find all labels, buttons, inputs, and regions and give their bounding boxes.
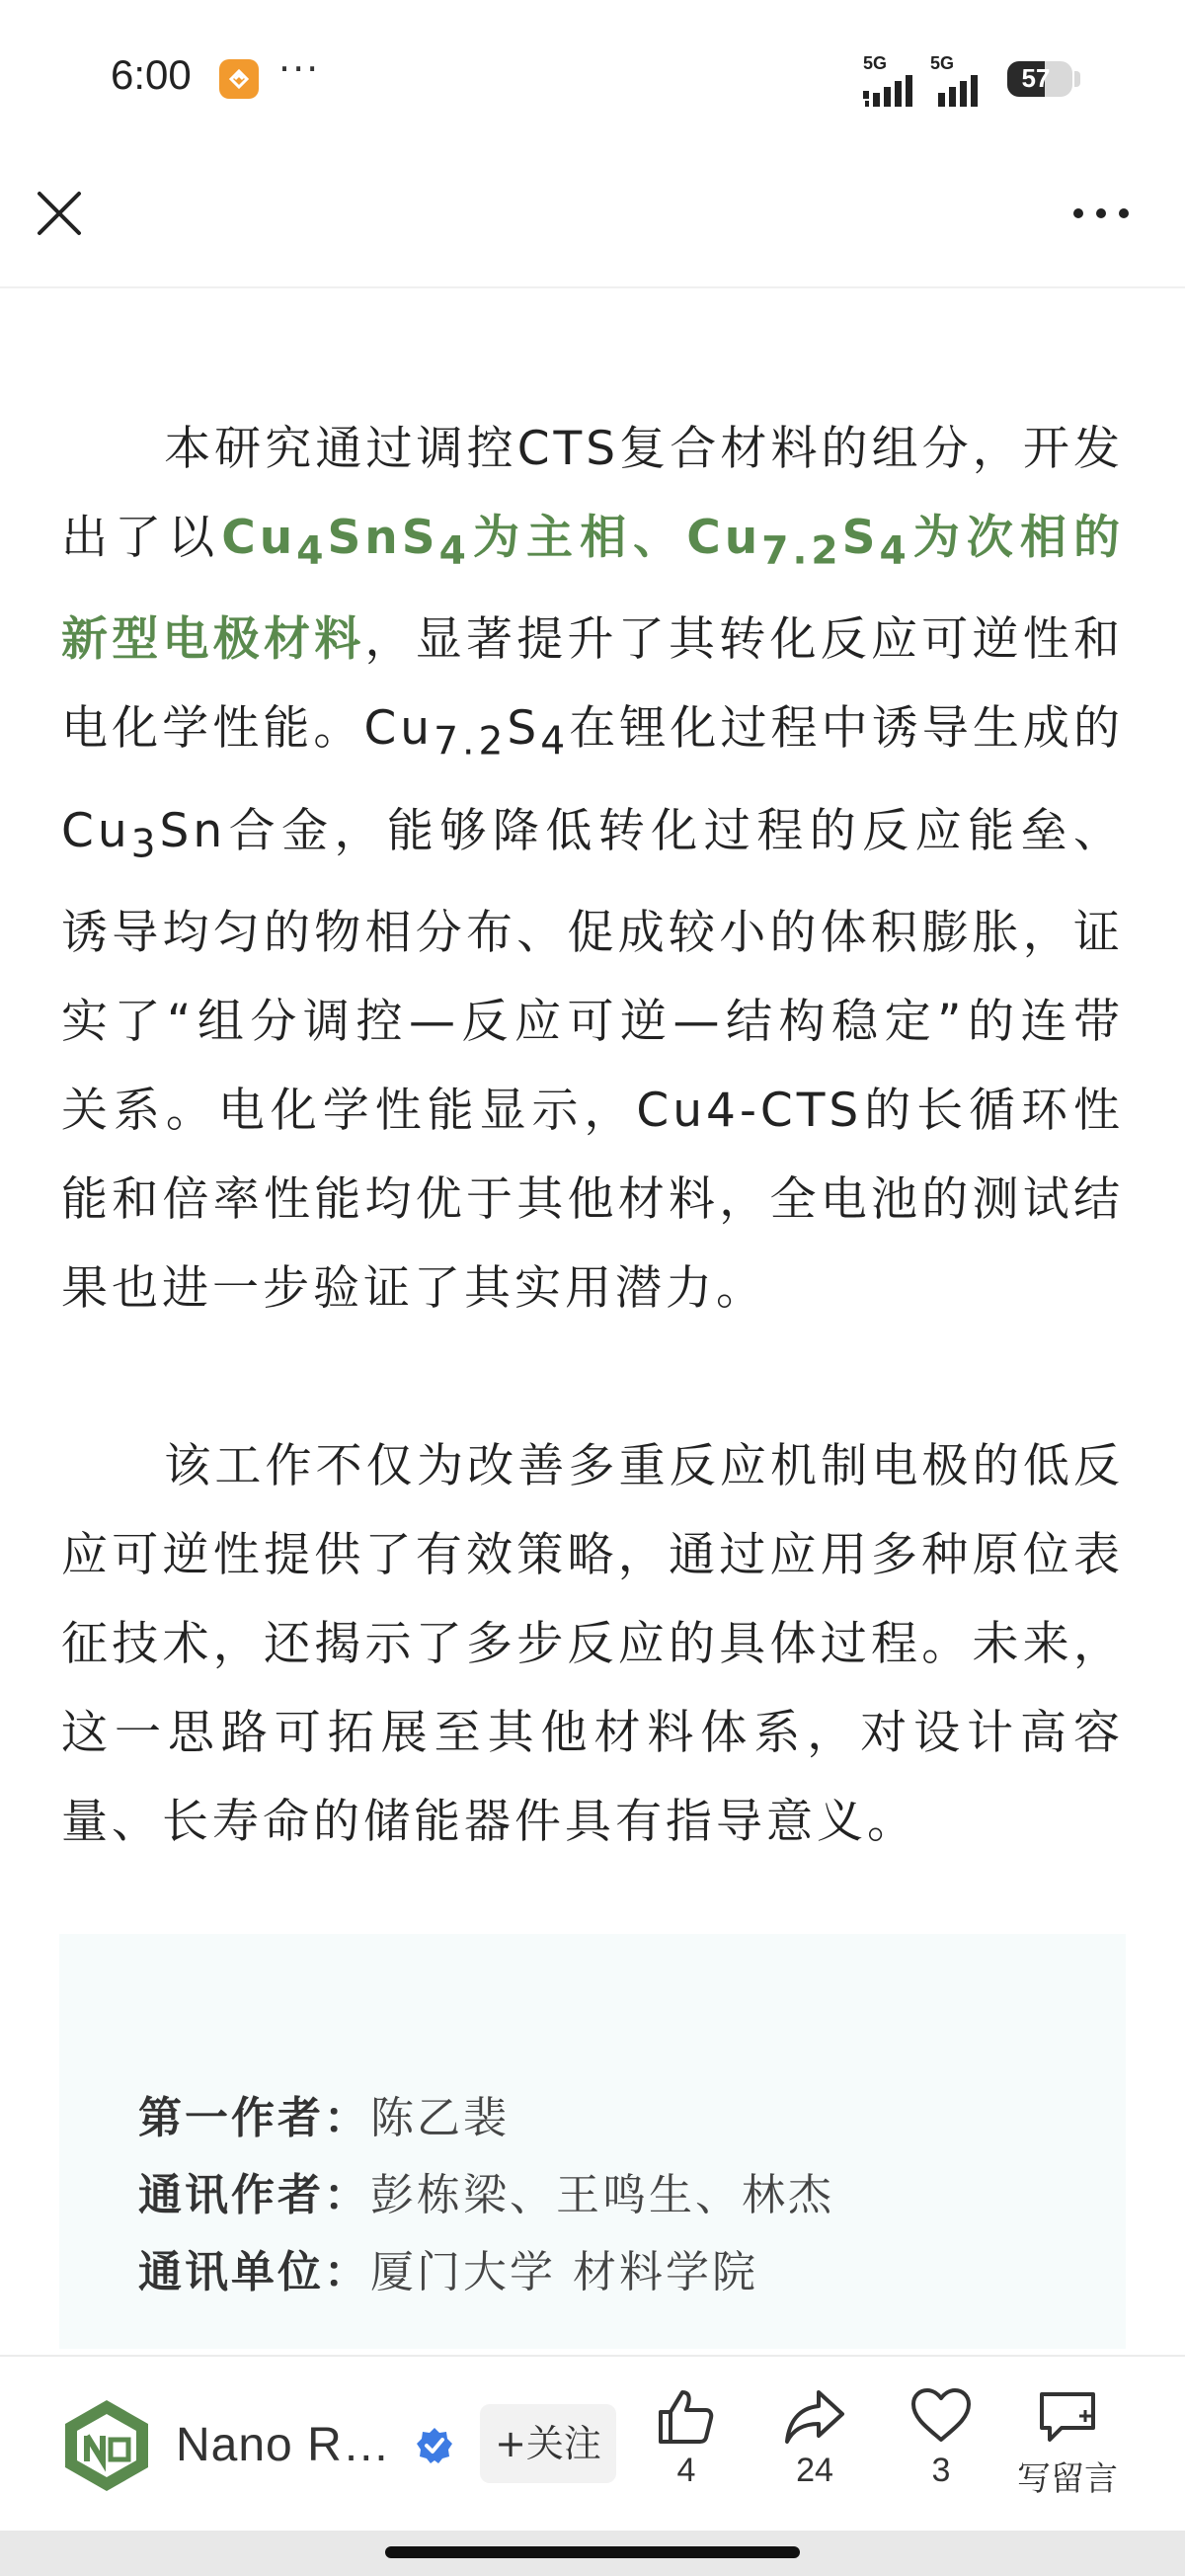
follow-button[interactable]: +关注: [480, 2404, 616, 2483]
status-more-indicator: ···: [278, 47, 321, 91]
article-paragraph-1: 本研究通过调控CTS复合材料的组分，开发出了以$Cu_4SnS_4$为主相、$Cu_{7.2}S_4$为次相的新型电极材料，显著提升了其转化反应可逆性和电化学性能。$Cu_{7.2}S_4$在锂化过程中诱导生成的$Cu_3Sn$合金，能够降低转化过程的反应能垒、诱导均匀的物相分布、促成较小的体积膨胀，证实了“组分调控—反应可逆—结构稳定”的连带关系。电化学性能显示，Cu4-CTS的长循环性能和倍率性能均优于其他材料，全电池的测试结果也进一步验证了其实用潜力。: [61, 422, 1125, 1317]
comment-button[interactable]: [1013, 2386, 1122, 2500]
favorite-button[interactable]: [887, 2386, 995, 2490]
highlight-text: $Cu_4SnS_4$为主相、$Cu_{7.2}S_4$为次相的新型电极材料: [61, 511, 1124, 668]
thumbs-up-icon: [655, 2386, 718, 2446]
signal-label: 5G: [930, 53, 955, 73]
share-icon: [783, 2386, 846, 2446]
signal-label: 5G: [863, 53, 888, 73]
author-line-first: 第一作者：陈乙裴: [138, 2093, 510, 2143]
like-button[interactable]: [632, 2386, 741, 2490]
article-body: [61, 405, 1124, 1867]
bottom-action-bar: [0, 2355, 1185, 2533]
favorite-count: 3: [931, 2452, 951, 2489]
more-icon[interactable]: [1066, 194, 1136, 233]
home-indicator-area: [0, 2531, 1185, 2576]
battery-icon: [1007, 61, 1072, 97]
verified-badge-icon: [415, 2426, 454, 2465]
heart-icon: [909, 2386, 973, 2446]
comment-label: 写留言: [1017, 2460, 1118, 2498]
battery-tip: [1074, 71, 1080, 87]
app-notification-icon: [219, 59, 259, 99]
author-info-box: [59, 1934, 1126, 2349]
author-line-affiliation: 通讯单位：厦门大学 材料学院: [138, 2247, 758, 2297]
like-count: 4: [676, 2452, 696, 2489]
account-name[interactable]: Nano R…: [176, 2419, 391, 2471]
share-button[interactable]: [760, 2386, 869, 2490]
status-bar: [0, 0, 1185, 158]
share-count: 24: [796, 2452, 833, 2489]
close-icon[interactable]: [32, 186, 87, 241]
article-paragraph-2: 该工作不仅为改善多重反应机制电极的低反应可逆性提供了有效策略，通过应用多种原位表征技术，还揭示了多步反应的具体过程。未来，这一思路可拓展至其他材料体系，对设计高容量、长寿命的储能器件具有指导意义。: [61, 1439, 1124, 1850]
battery-level: 57: [1021, 63, 1051, 93]
author-line-corresponding: 通讯作者：彭栋梁、王鸣生、林杰: [138, 2170, 834, 2220]
top-nav-bar: [0, 158, 1185, 288]
home-indicator[interactable]: [385, 2546, 800, 2558]
account-logo[interactable]: [57, 2396, 156, 2495]
status-time: 6:00: [111, 51, 192, 98]
comment-plus-icon: [1036, 2386, 1099, 2446]
